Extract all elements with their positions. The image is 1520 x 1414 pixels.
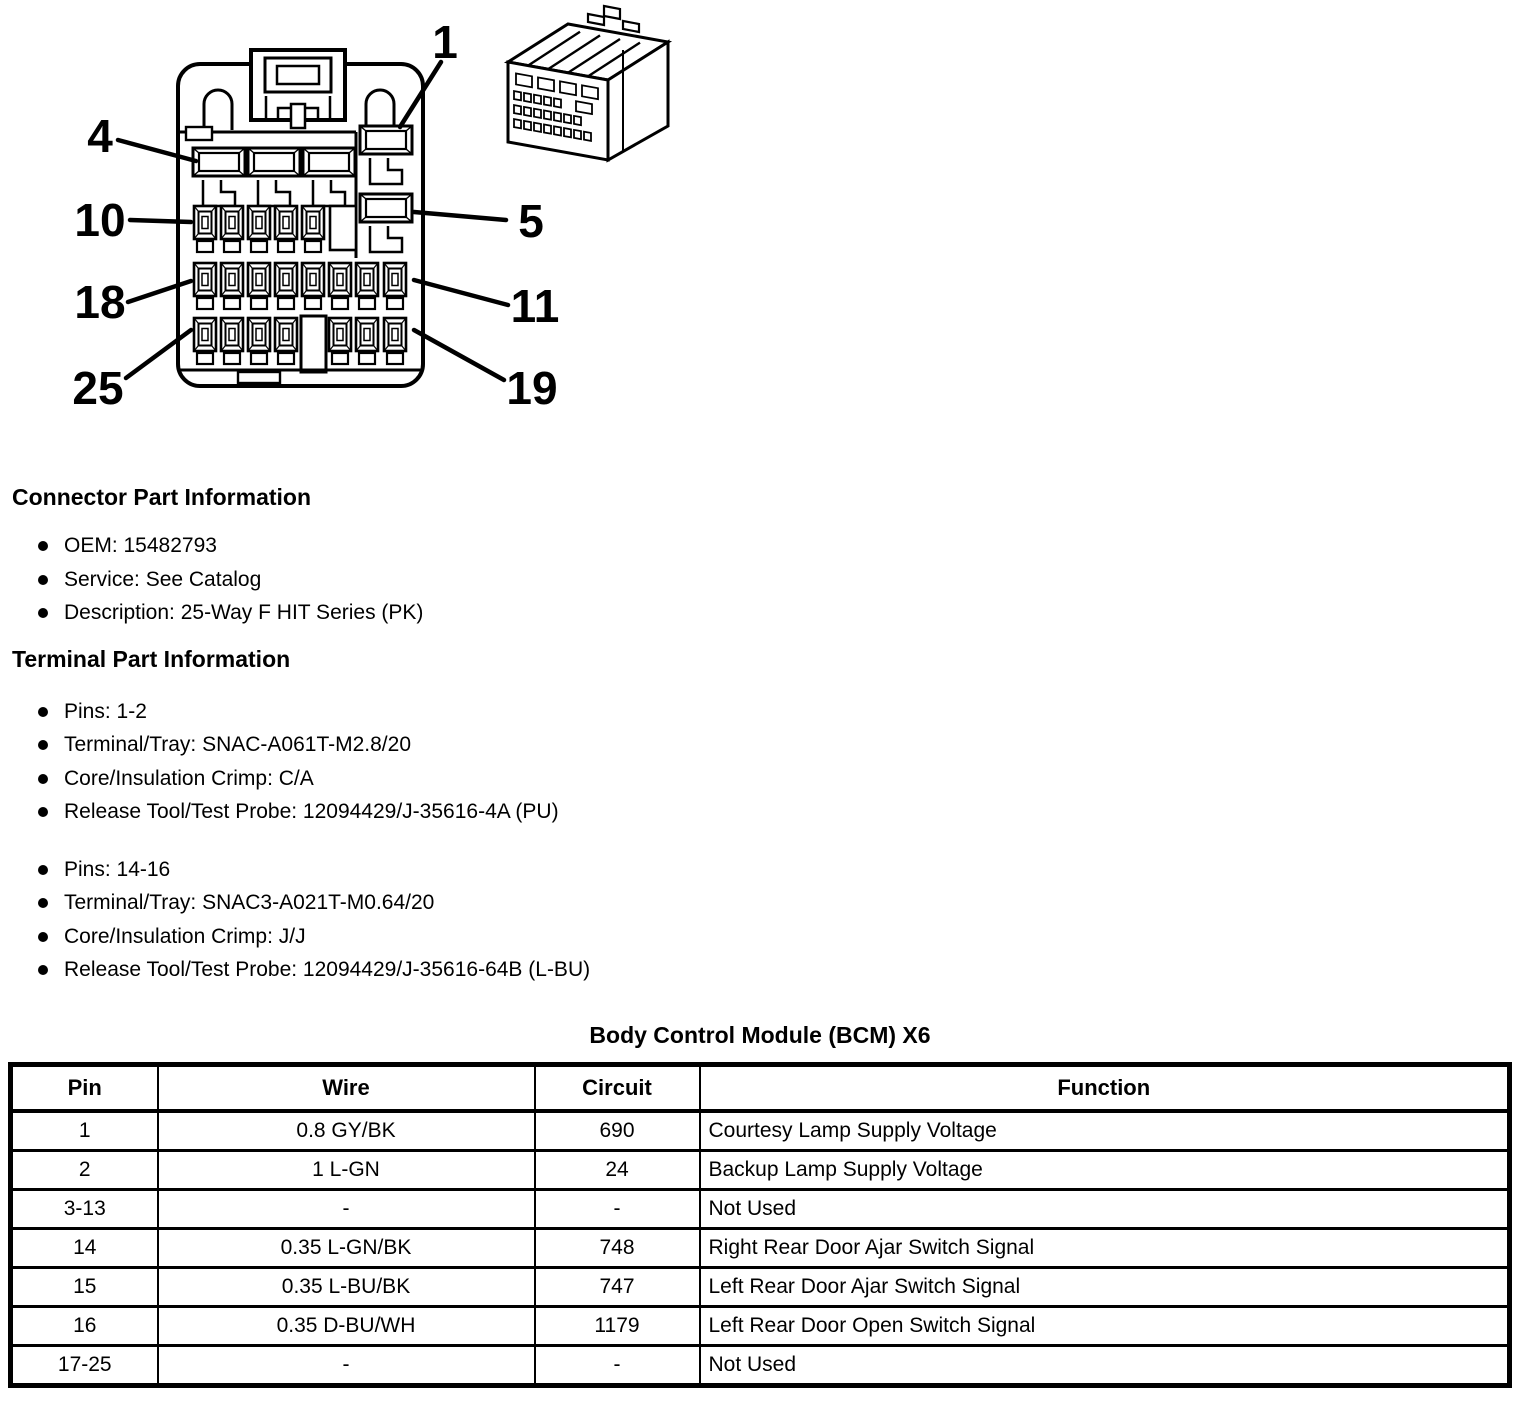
list-item: Core/Insulation Crimp: J/J <box>12 920 1112 954</box>
cell-function: Left Rear Door Open Switch Signal <box>700 1307 1510 1346</box>
cell-circuit: 748 <box>535 1229 700 1268</box>
cell-wire: - <box>158 1346 535 1386</box>
cavity-small <box>275 206 297 252</box>
callout-10: 10 <box>74 194 126 246</box>
cell-function: Right Rear Door Ajar Switch Signal <box>700 1229 1510 1268</box>
cell-function: Not Used <box>700 1346 1510 1386</box>
list-item: Release Tool/Test Probe: 12094429/J-35616-64B (L-BU) <box>12 953 1112 987</box>
cell-function: Courtesy Lamp Supply Voltage <box>700 1111 1510 1151</box>
cavity-small <box>248 318 270 364</box>
cell-pin: 15 <box>11 1268 158 1307</box>
cavity-pin19 <box>384 318 406 364</box>
table-header-row <box>11 1065 1510 1112</box>
connector-diagram-svg <box>8 0 708 462</box>
cavity-small <box>248 206 270 252</box>
column-header-function: Function <box>700 1065 1510 1112</box>
callout-5: 5 <box>518 195 544 247</box>
cell-wire: 0.35 D-BU/WH <box>158 1307 535 1346</box>
connector-part-info-list <box>12 529 1112 630</box>
table-row <box>11 1307 1510 1346</box>
cavity-pin25 <box>194 318 216 364</box>
table-row <box>11 1151 1510 1190</box>
column-header-wire: Wire <box>158 1065 535 1112</box>
table-row <box>11 1268 1510 1307</box>
cell-pin: 3-13 <box>11 1190 158 1229</box>
cavity-pin2 <box>303 148 355 176</box>
cell-circuit: - <box>535 1190 700 1229</box>
cell-circuit: 690 <box>535 1111 700 1151</box>
cell-wire: 1 L-GN <box>158 1151 535 1190</box>
connector-part-info-heading: Connector Part Information <box>12 484 312 510</box>
callout-19: 19 <box>506 362 558 414</box>
cavity-small <box>221 206 243 252</box>
pinout-table <box>8 1062 1512 1388</box>
cavity-small <box>275 318 297 364</box>
cell-circuit: 24 <box>535 1151 700 1190</box>
cell-circuit: 747 <box>535 1268 700 1307</box>
list-item: Release Tool/Test Probe: 12094429/J-35616-4A (PU) <box>12 795 1112 829</box>
cell-pin: 16 <box>11 1307 158 1346</box>
callout-4: 4 <box>87 110 113 162</box>
list-item: Terminal/Tray: SNAC3-A021T-M0.64/20 <box>12 886 1112 920</box>
cavity-pin1 <box>360 126 412 154</box>
connector-3d-view <box>508 6 668 160</box>
cavity-pin11 <box>384 263 406 309</box>
cell-pin: 2 <box>11 1151 158 1190</box>
cavity-pin10 <box>194 206 216 252</box>
column-header-pin: Pin <box>11 1065 158 1112</box>
cavity-small <box>302 263 324 309</box>
list-item: Pins: 1-2 <box>12 695 1112 729</box>
cavity-pin5 <box>360 194 412 222</box>
terminal-group-2 <box>12 853 1112 987</box>
callout-1: 1 <box>432 16 458 68</box>
cell-pin: 14 <box>11 1229 158 1268</box>
terminal-group-1 <box>12 695 1112 829</box>
cell-circuit: 1179 <box>535 1307 700 1346</box>
cavity-small <box>275 263 297 309</box>
terminal-part-info-heading: Terminal Part Information <box>12 645 291 672</box>
cell-function: Left Rear Door Ajar Switch Signal <box>700 1268 1510 1307</box>
connector-face-view <box>178 50 423 386</box>
cell-function: Not Used <box>700 1190 1510 1229</box>
list-item: Pins: 14-16 <box>12 853 1112 887</box>
cavity-small <box>329 318 351 364</box>
part-information-section <box>12 484 1112 999</box>
cell-wire: 0.35 L-GN/BK <box>158 1229 535 1268</box>
blank-slot <box>330 206 356 250</box>
connector-diagram <box>8 0 708 467</box>
guide-post-left <box>204 90 232 130</box>
list-item: Description: 25-Way F HIT Series (PK) <box>12 596 1112 630</box>
callout-11: 11 <box>510 280 560 332</box>
cavity-pin3 <box>248 148 300 176</box>
cell-circuit: - <box>535 1346 700 1386</box>
cavity-small <box>329 263 351 309</box>
cavity-small <box>221 318 243 364</box>
cell-wire: 0.35 L-BU/BK <box>158 1268 535 1307</box>
column-header-circuit: Circuit <box>535 1065 700 1112</box>
cell-wire: - <box>158 1190 535 1229</box>
cell-pin: 1 <box>11 1111 158 1151</box>
table-title: Body Control Module (BCM) X6 <box>589 1022 931 1048</box>
callout-18: 18 <box>74 276 126 328</box>
guide-post-right <box>366 90 394 130</box>
table-row <box>11 1229 1510 1268</box>
cell-function: Backup Lamp Supply Voltage <box>700 1151 1510 1190</box>
table-row <box>11 1111 1510 1151</box>
list-item: Core/Insulation Crimp: C/A <box>12 762 1112 796</box>
cavity-small <box>356 263 378 309</box>
list-item: Terminal/Tray: SNAC-A061T-M2.8/20 <box>12 728 1112 762</box>
cavity-small <box>302 206 324 252</box>
cell-pin: 17-25 <box>11 1346 158 1386</box>
center-post <box>301 316 326 372</box>
cavity-small <box>248 263 270 309</box>
cavity-small <box>356 318 378 364</box>
cavity-small <box>221 263 243 309</box>
table-row <box>11 1346 1510 1386</box>
list-item: Service: See Catalog <box>12 563 1112 597</box>
list-item: OEM: 15482793 <box>12 529 1112 563</box>
cell-wire: 0.8 GY/BK <box>158 1111 535 1151</box>
cavity-pin4 <box>193 148 245 176</box>
cavity-pin18 <box>194 263 216 309</box>
table-row <box>11 1190 1510 1229</box>
callout-25: 25 <box>72 362 124 414</box>
